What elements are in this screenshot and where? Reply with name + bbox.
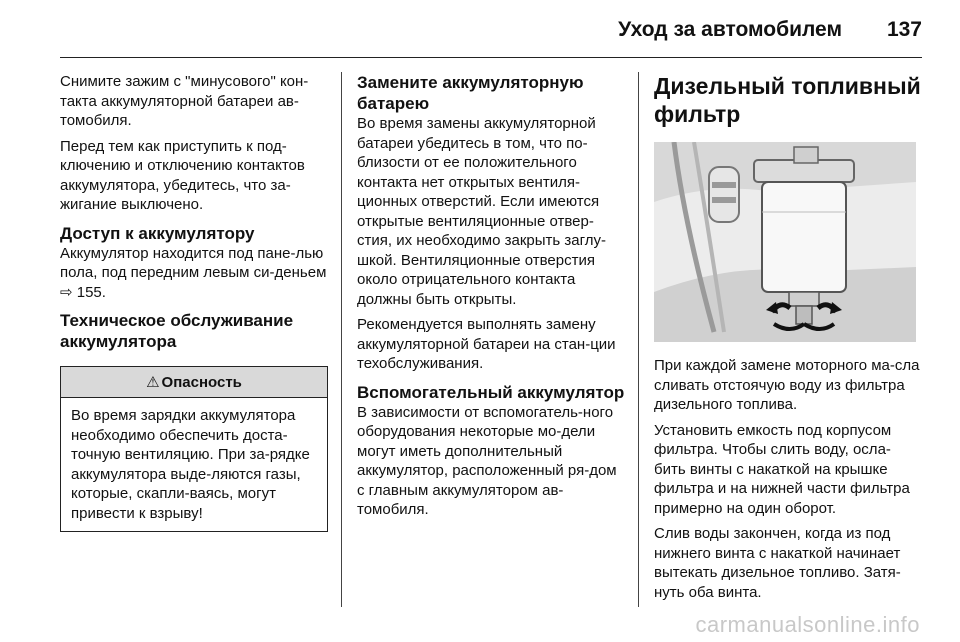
- paragraph-remove-clamp: Снимите зажим с "минусового" кон-такта аккумуляторной батареи ав-томобиля.: [60, 73, 309, 129]
- page-header: [60, 0, 922, 58]
- paragraph-drain-water: При каждой замене моторного ма-сла сливать отстоячую воду из фильтра дизельного топлива.: [654, 357, 920, 413]
- column-1: [60, 72, 328, 532]
- heading-replace-battery: Замените аккумуляторную батарею: [357, 73, 584, 113]
- paragraph-service-station: Рекомендуется выполнять замену аккумуляторной батареи на стан-ции техобслуживания.: [357, 316, 616, 372]
- heading-battery-service: Техническое обслуживание аккумулятора: [60, 311, 294, 351]
- paragraph-loosen-screws: Установить емкость под корпусом фильтра. Чтобы слить воду, осла-бить винты с накаткой на крышке фильтра и на нижней части фильтра примерно на один оборот.: [654, 421, 910, 517]
- watermark: carmanualsonline.info: [695, 612, 920, 637]
- danger-text: Во время зарядки аккумулятора необходимо обеспечить доста-точную вентиляцию. При за-рядке аккумулятора выде-ляются газы, которые, скапли-ваясь, могут привести к взрыву!: [71, 407, 310, 522]
- paragraph-tighten-screws: Слив воды закончен, когда из под нижнего винта с накаткой начинает вытекать дизельное топливо. Затя-нуть оба винта.: [654, 525, 901, 601]
- paragraph-auxiliary-battery: В зависимости от вспомогатель-ного оборудования некоторые мо-дели могут иметь дополнительный аккумулятор, расположенный ря-дом с главным аккумулятором ав-томобиля.: [357, 403, 617, 518]
- danger-box: [60, 366, 328, 532]
- fuel-filter-illustration: [654, 142, 916, 342]
- page-number: 137: [886, 18, 922, 41]
- heading-battery-access: Доступ к аккумулятору: [60, 223, 255, 243]
- page-reference-link[interactable]: 155.: [76, 283, 106, 301]
- heading-auxiliary-battery: Вспомогательный аккумулятор: [357, 382, 625, 402]
- paragraph-ignition-off: Перед тем как приступить к под-ключению и отключению контактов аккумулятора, убедитесь, что за-жигание выключено.: [60, 137, 305, 213]
- column-2: [357, 72, 625, 526]
- column-3: [654, 72, 922, 608]
- paragraph-vent-holes: Во время замены аккумуляторной батареи убедитесь в том, что по-близости от ее положительного контакта нет открытых вентиля-ционных отверстий. Если имеются открытые вентиляционные отвер-стия, их необходимо закрыть заглу-шкой. Вентиляционные отверстия около отрицательного контакта должны быть открыты.: [357, 115, 606, 308]
- danger-header: [61, 367, 327, 398]
- header-title: Уход за автомобилем: [618, 18, 842, 41]
- page-reference-icon[interactable]: ⇨: [60, 283, 73, 301]
- warning-triangle-icon: ⚠: [146, 374, 160, 391]
- danger-title: Опасность: [161, 374, 242, 391]
- heading-diesel-filter: Дизельный топливный фильтр: [654, 73, 921, 127]
- paragraph-battery-location: [60, 244, 328, 303]
- header-divider: [60, 57, 922, 58]
- battery-location-text: Аккумулятор находится под пане-лью пола, под передним левым си-деньем: [60, 244, 327, 281]
- column-divider-2: [638, 72, 639, 607]
- column-divider-1: [341, 72, 342, 607]
